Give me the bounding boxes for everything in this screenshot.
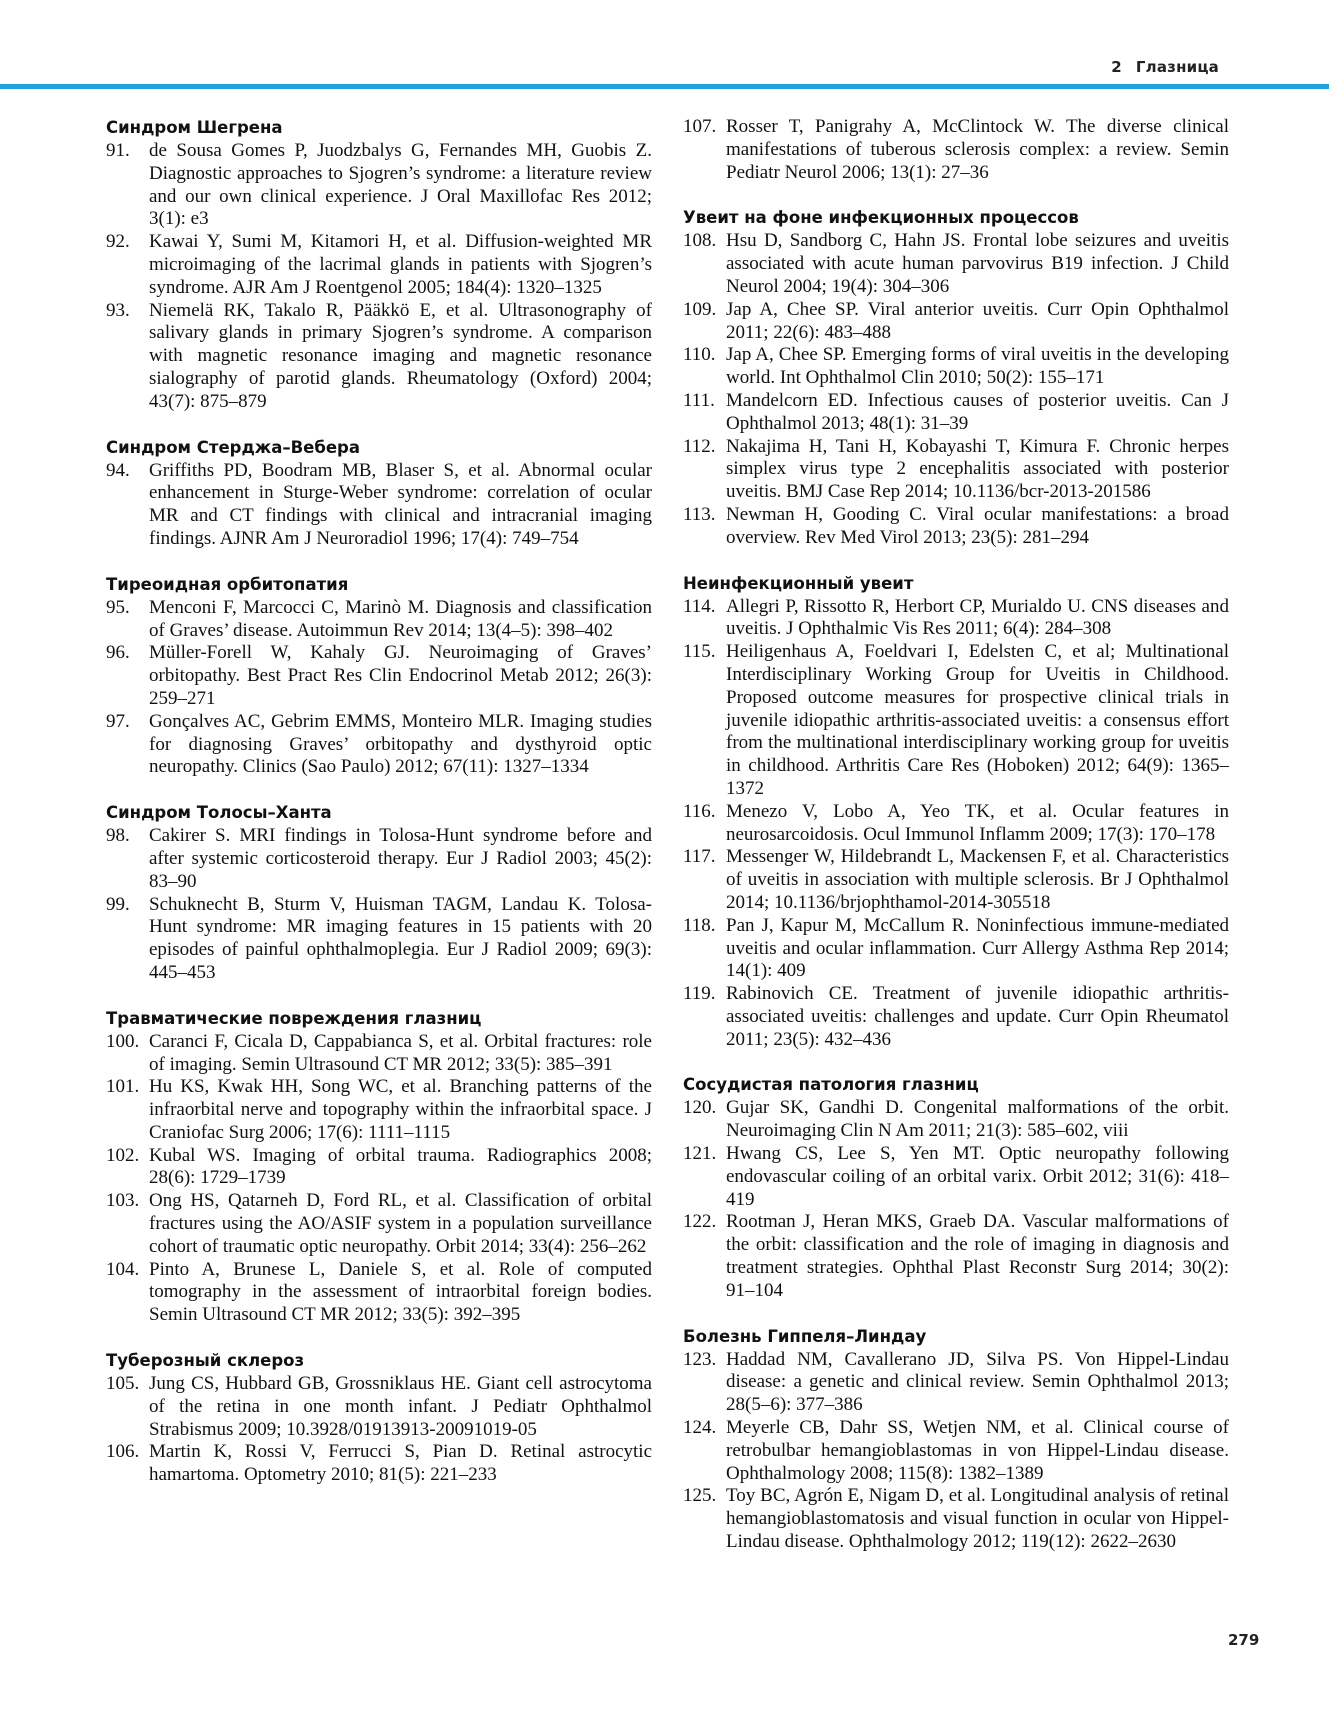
reference-number: 92. [106, 231, 130, 253]
reference-entry [106, 1145, 652, 1191]
reference-text: Hu KS, Kwak HH, Song WC, et al. Branching patterns of the infraorbital nerve and topography within the infraorbital space. J Craniofac Surg 2006; 17(6): 1111–1115 [149, 1076, 652, 1143]
reference-number: 121. [683, 1143, 717, 1165]
reference-number: 122. [683, 1211, 717, 1233]
reference-number: 91. [106, 140, 130, 161]
reference-number: 94. [106, 459, 130, 481]
reference-number: 93. [106, 299, 130, 321]
reference-entry [106, 642, 652, 710]
reference-text: Gonçalves AC, Gebrim EMMS, Monteiro MLR. Imaging studies for diagnosing Graves’ orbitopathy and dysthyroid optic neuropathy. Clinics (Sao Paulo) 2012; 67(11): 1327–1334 [149, 710, 652, 778]
reference-section [683, 1073, 1229, 1302]
reference-number: 97. [106, 710, 130, 732]
reference-section [106, 1007, 652, 1327]
reference-entry [683, 1097, 1229, 1143]
reference-number: 108. [683, 230, 717, 252]
reference-entry [106, 1441, 652, 1487]
reference-text: Schuknecht B, Sturm V, Huisman TAGM, Landau K. Tolosa-Hunt syndrome: MR imaging features in 15 patients with 20 episodes of painful ophthalmoplegia. Eur J Radiol 2009; 69(3): 445–453 [149, 893, 652, 983]
reference-entry [683, 641, 1229, 801]
reference-entry [683, 1143, 1229, 1211]
reference-text: Haddad NM, Cavallerano JD, Silva PS. Von Hippel-Lindau disease: a genetic and clinical review. Semin Ophthalmol 2013; 28(5–6): 377–386 [726, 1348, 1229, 1416]
reference-entry [683, 846, 1229, 914]
header-rule [0, 84, 1329, 89]
reference-entry [683, 915, 1229, 983]
reference-entry [683, 344, 1229, 390]
reference-number: 116. [683, 800, 716, 822]
reference-number: 118. [683, 914, 716, 936]
reference-number: 112. [683, 435, 716, 457]
section-heading: Травматические повреждения глазниц [106, 1008, 482, 1028]
chapter-title: Глазница [1135, 58, 1219, 76]
reference-number: 107. [683, 116, 717, 137]
reference-number: 123. [683, 1348, 717, 1370]
reference-text: Pan J, Kapur M, McCallum R. Noninfectious immune-mediated uveitis and ocular inflammation. Curr Allergy Asthma Rep 2014; 14(1): 409 [726, 914, 1229, 982]
reference-text: Griffiths PD, Boodram MB, Blaser S, et al. Abnormal ocular enhancement in Sturge-Weber syndrome: correlation of ocular MR and CT findings with clinical and intracranial imaging findings. AJNR Am J Neuroradiol 1996; 17(4): 749–754 [149, 459, 652, 549]
reference-entry [683, 299, 1229, 345]
reference-number: 98. [106, 825, 130, 847]
reference-number: 103. [106, 1190, 140, 1212]
reference-entry [106, 140, 652, 231]
reference-text: Cakirer S. MRI findings in Tolosa-Hunt syndrome before and after systemic corticosteroid therapy. Eur J Radiol 2003; 45(2): 83–90 [149, 825, 652, 892]
reference-entry [106, 300, 652, 414]
reference-entry [106, 1076, 652, 1144]
reference-number: 110. [683, 344, 716, 366]
reference-section [683, 572, 1229, 1052]
reference-number: 109. [683, 298, 717, 320]
reference-section [106, 801, 652, 985]
reference-text: Menezo V, Lobo A, Yeo TK, et al. Ocular features in neurosarcoidosis. Ocul Immunol Inflamm 2009; 17(3): 170–178 [726, 800, 1229, 845]
reference-section [106, 1349, 652, 1487]
section-heading: Неинфекционный увеит [683, 573, 914, 593]
section-heading: Болезнь Гиппеля–Линдау [683, 1326, 927, 1346]
reference-text: Rosser T, Panigrahy A, McClintock W. The diverse clinical manifestations of tuberous sclerosis complex: a review. Semin Pediatr Neurol 2006; 13(1): 27–36 [726, 116, 1229, 183]
reference-text: Ong HS, Qatarneh D, Ford RL, et al. Classification of orbital fractures using the AO/ASIF system in a population surveillance cohort of traumatic optic neuropathy. Orbit 2014; 33(4): 256–262 [149, 1190, 652, 1257]
page-number: 279 [1228, 1631, 1260, 1649]
reference-text: Hsu D, Sandborg C, Hahn JS. Frontal lobe seizures and uveitis associated with acute human parvovirus B19 infection. J Child Neurol 2004; 19(4): 304–306 [726, 230, 1229, 297]
reference-text: Messenger W, Hildebrandt L, Mackensen F, et al. Characteristics of uveitis in association with multiple sclerosis. Br J Ophthalmol 2014; 10.1136/brjophthamol-2014-305518 [726, 846, 1229, 913]
reference-text: Jap A, Chee SP. Emerging forms of viral uveitis in the developing world. Int Ophthalmol Clin 2010; 50(2): 155–171 [726, 344, 1229, 389]
reference-number: 114. [683, 595, 716, 617]
reference-entry [683, 983, 1229, 1051]
reference-number: 124. [683, 1417, 717, 1439]
reference-text: Jap A, Chee SP. Viral anterior uveitis. Curr Opin Ophthalmol 2011; 22(6): 483–488 [726, 298, 1229, 343]
reference-text: Toy BC, Agrón E, Nigam D, et al. Longitudinal analysis of retinal hemangioblastomatosis and visual function in ocular von Hippel-Lindau disease. Ophthalmology 2012; 119(12): 2622–2630 [726, 1485, 1229, 1553]
reference-text: Kawai Y, Sumi M, Kitamori H, et al. Diffusion-weighted MR microimaging of the lacrimal glands in patients with Sjogren’s syndrome. AJR Am J Roentgenol 2005; 184(4): 1320–1325 [149, 231, 652, 298]
reference-text: Martin K, Rossi V, Ferrucci S, Pian D. Retinal astrocytic hamartoma. Optometry 2010; 81(5): 221–233 [149, 1441, 652, 1486]
section-heading: Синдром Шегрена [106, 118, 283, 137]
reference-text: Meyerle CB, Dahr SS, Wetjen NM, et al. Clinical course of retrobulbar hemangioblastomas in von Hippel-Lindau disease. Ophthalmology 2008; 115(8): 1382–1389 [726, 1417, 1229, 1484]
reference-entry [106, 1190, 652, 1258]
reference-number: 115. [683, 641, 716, 663]
reference-number: 104. [106, 1258, 140, 1280]
reference-text: Newman H, Gooding C. Viral ocular manifestations: a broad overview. Rev Med Virol 2013; 23(5): 281–294 [726, 503, 1229, 548]
reference-entry [683, 390, 1229, 436]
reference-number: 102. [106, 1144, 140, 1166]
reference-entry [683, 116, 1229, 184]
reference-entry [683, 504, 1229, 550]
reference-number: 100. [106, 1030, 140, 1052]
reference-text: Allegri P, Rissotto R, Herbort CP, Murialdo U. CNS diseases and uveitis. J Ophthalmic Vis Res 2011; 6(4): 284–308 [726, 595, 1229, 640]
section-heading: Синдром Толосы–Ханта [106, 803, 332, 823]
reference-entry [683, 596, 1229, 642]
reference-number: 117. [683, 846, 716, 868]
reference-number: 111. [683, 389, 715, 411]
reference-text: Hwang CS, Lee S, Yen MT. Optic neuropathy following endovascular coiling of an orbital varix. Orbit 2012; 31(6): 418–419 [726, 1143, 1229, 1210]
reference-number: 99. [106, 893, 130, 915]
reference-section [106, 573, 652, 779]
reference-text: Pinto A, Brunese L, Daniele S, et al. Role of computed tomography in the assessment of intraorbital foreign bodies. Semin Ultrasound CT MR 2012; 33(5): 392–395 [149, 1258, 652, 1326]
reference-number: 113. [683, 503, 716, 525]
reference-text: Rabinovich CE. Treatment of juvenile idiopathic arthritis-associated uveitis: challenges and update. Curr Opin Rheumatol 2011; 23(5): 432–436 [726, 983, 1229, 1050]
reference-number: 125. [683, 1485, 717, 1507]
reference-entry [683, 1349, 1229, 1417]
section-heading: Сосудистая патология глазниц [683, 1075, 979, 1095]
reference-entry [106, 711, 652, 779]
reference-section [106, 116, 652, 414]
reference-number: 106. [106, 1441, 140, 1463]
reference-text: Jung CS, Hubbard GB, Grossniklaus HE. Giant cell astrocytoma of the retina in one month infant. J Pediatr Ophthalmol Strabismus 2009; 10.3928/01913913-20091019-05 [149, 1373, 652, 1440]
reference-entry [683, 1485, 1229, 1553]
section-heading: Тиреоидная орбитопатия [106, 574, 349, 594]
reference-text: Heiligenhaus A, Foeldvari I, Edelsten C, et al; Multinational Interdisciplinary Working Group for Uveitis in Childhood. Proposed outcome measures for prospective clinical trials in juvenile idiopathic arthritis-associated uveitis: a consensus effort from the multinational interdisciplinary working group for uveitis in childhood. Arthritis Care Res (Hoboken) 2012; 64(9): 1365–1372 [726, 641, 1229, 799]
section-heading: Туберозный склероз [106, 1351, 305, 1371]
reference-text: Nakajima H, Tani H, Kobayashi T, Kimura F. Chronic herpes simplex virus type 2 encephalitis associated with posterior uveitis. BMJ Case Rep 2014; 10.1136/bcr-2013-201586 [726, 435, 1229, 503]
reference-number: 101. [106, 1076, 140, 1098]
reference-number: 120. [683, 1097, 717, 1119]
reference-entry [683, 230, 1229, 298]
reference-entry [106, 1259, 652, 1327]
reference-entry [106, 825, 652, 893]
reference-number: 96. [106, 642, 130, 664]
reference-text: Niemelä RK, Takalo R, Pääkkö E, et al. Ultrasonography of salivary glands in primary Sjogren’s syndrome. A comparison with magnetic resonance imaging and magnetic resonance sialography of parotid glands. Rheumatology (Oxford) 2004; 43(7): 875–879 [149, 299, 652, 412]
section-heading: Увеит на фоне инфекционных процессов [683, 208, 1079, 228]
reference-entry [106, 597, 652, 643]
reference-section [683, 206, 1229, 549]
reference-text: Rootman J, Heran MKS, Graeb DA. Vascular malformations of the orbit: classification and the role of imaging in diagnosis and treatment strategies. Ophthal Plast Reconstr Surg 2014; 30(2): 91–104 [726, 1211, 1229, 1301]
reference-text: Menconi F, Marcocci C, Marinò M. Diagnosis and classification of Graves’ disease. Autoimmun Rev 2014; 13(4–5): 398–402 [149, 596, 652, 641]
reference-number: 119. [683, 983, 716, 1005]
reference-number: 105. [106, 1373, 140, 1395]
reference-entry [106, 231, 652, 299]
chapter-label [1111, 58, 1219, 76]
reference-text: de Sousa Gomes P, Juodzbalys G, Fernandes MH, Guobis Z. Diagnostic approaches to Sjogren’s syndrome: a literature review and our own clinical experience. J Oral Maxillofac Res 2012; 3(1): e3 [149, 140, 652, 230]
running-header [0, 56, 1329, 86]
reference-text: Caranci F, Cicala D, Cappabianca S, et al. Orbital fractures: role of imaging. Semin Ultrasound CT MR 2012; 33(5): 385–391 [149, 1030, 652, 1075]
reference-entry [683, 1211, 1229, 1302]
reference-text: Müller-Forell W, Kahaly GJ. Neuroimaging of Graves’ orbitopathy. Best Pract Res Clin Endocrinol Metab 2012; 26(3): 259–271 [149, 642, 652, 709]
left-column [106, 116, 652, 1509]
chapter-number: 2 [1111, 58, 1122, 76]
reference-text: Mandelcorn ED. Infectious causes of posterior uveitis. Can J Ophthalmol 2013; 48(1): 31–39 [726, 389, 1229, 434]
reference-section [683, 116, 1229, 184]
reference-text: Gujar SK, Gandhi D. Congenital malformations of the orbit. Neuroimaging Clin N Am 2011; 21(3): 585–602, viii [726, 1097, 1229, 1142]
section-heading: Синдром Стерджа–Вебера [106, 437, 361, 457]
right-column [683, 116, 1229, 1576]
reference-entry [106, 1031, 652, 1077]
reference-entry [106, 460, 652, 551]
reference-entry [106, 1373, 652, 1441]
reference-entry [683, 801, 1229, 847]
reference-section [106, 436, 652, 551]
reference-entry [683, 436, 1229, 504]
reference-number: 95. [106, 596, 130, 618]
reference-entry [106, 894, 652, 985]
reference-section [683, 1325, 1229, 1554]
reference-text: Kubal WS. Imaging of orbital trauma. Radiographics 2008; 28(6): 1729–1739 [149, 1144, 652, 1189]
reference-entry [683, 1417, 1229, 1485]
